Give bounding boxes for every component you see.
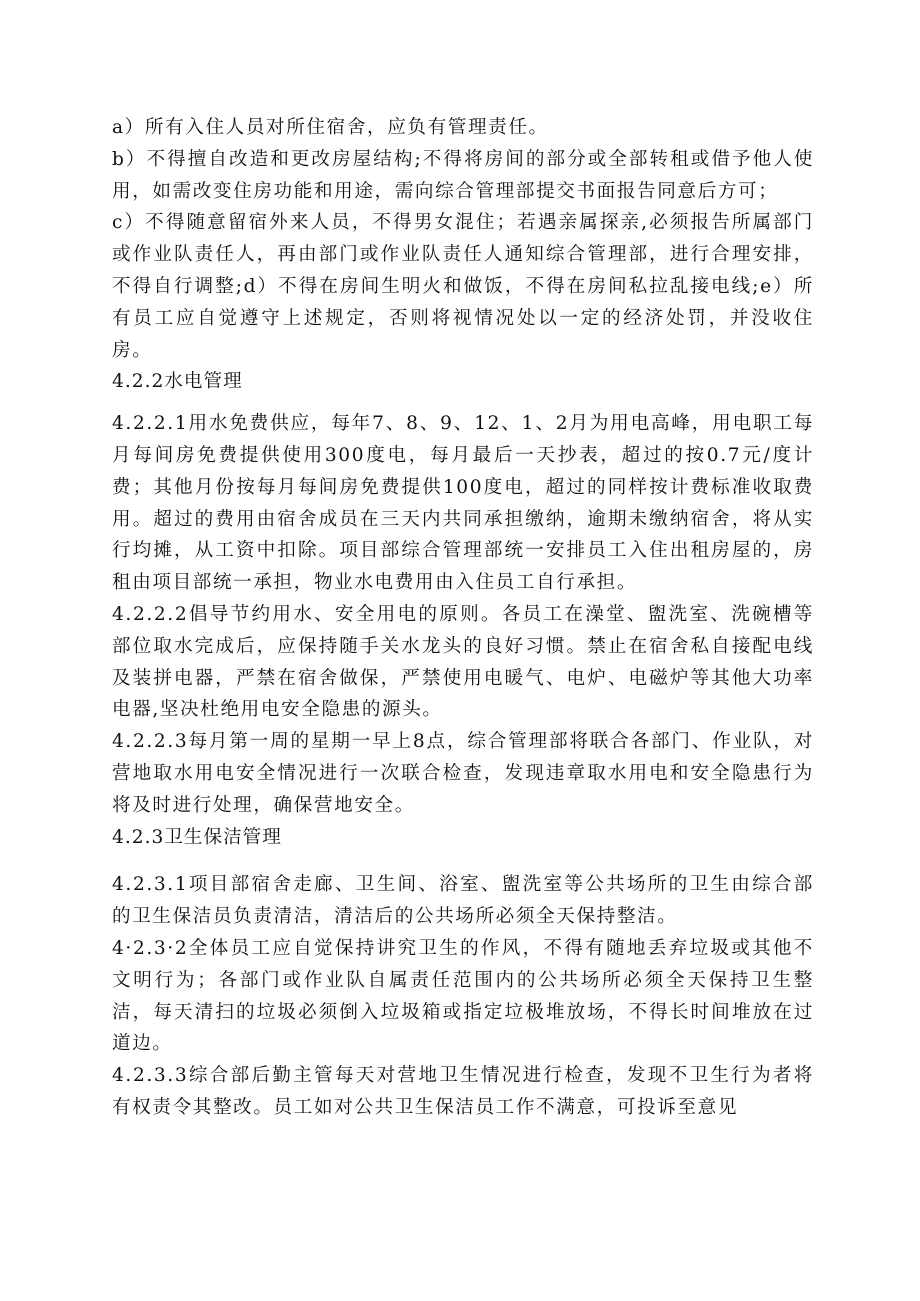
paragraph-a: a）所有入住人员对所住宿舍，应负有管理责任。 xyxy=(112,117,549,138)
paragraph-4-2-2-3: 4.2.2.3每月第一周的星期一早上8点，综合管理部将联合各部门、作业队，对营地取水用电安全情况进行一次联合检查，发现违章取水用电和安全隐患行为将及时进行处理，确保营地安全。 xyxy=(112,731,814,816)
paragraph-4-2-2-1: 4.2.2.1用水免费供应，每年7、8、9、12、1、2月为用电高峰，用电职工每月每间房免费提供使用300度电，每月最后一天抄表，超过的按0.7元/度计费；其他月份按每月每间房免费提供100度电，超过的同样按计费标准收取费用。超过的费用由宿舍成员在三天内共同承担缴纳，逾期未缴纳宿舍，将从实行均摊，从工资中扣除。项目部综合管理部统一安排员工入住出租房屋的，房租由项目部统一承担，物业水电费用由入住员工自行承担。 xyxy=(112,413,814,594)
paragraph-4-2-3-2: 4·2.3·2全体员工应自觉保持讲究卫生的作风，不得有随地丢弃垃圾或其他不文明行为；各部门或作业队自属责任范围内的公共场所必须全天保持卫生整洁，每天清扫的垃圾必须倒入垃圾箱或指定垃极堆放场，不得长时间堆放在过道边。 xyxy=(112,937,814,1055)
document-page xyxy=(112,112,814,1124)
paragraph-b: b）不得擅自改造和更改房屋结构;不得将房间的部分或全部转租或借予他人使用，如需改变住房功能和用途，需向综合管理部提交书面报告同意后方可； xyxy=(112,148,814,202)
paragraph-4-2-2-2: 4.2.2.2倡导节约用水、安全用电的原则。各员工在澡堂、盥洗室、洗碗槽等部位取水完成后，应保持随手关水龙头的良好习惯。禁止在宿舍私自接配电线及装拼电器，严禁在宿舍做保，严禁使用电暖气、电炉、电磁炉等其他大功率电器,坚决杜绝用电安全隐患的源头。 xyxy=(112,603,814,721)
section-heading-4-2-3: 4.2.3卫生保洁管理 xyxy=(112,826,282,848)
section-heading-4-2-2: 4.2.2水电管理 xyxy=(112,371,243,393)
paragraph-c-d-e: c）不得随意留宿外来人员，不得男女混住；若遇亲属探亲,必须报告所属部门或作业队责任人，再由部门或作业队责任人通知综合管理部，进行合理安排，不得自行调整;d）不得在房间生明火和做饭，不得在房间私拉乱接电线;e）所有员工应自觉遵守上述规定，否则将视情况处以一定的经济处罚，并没收住房。 xyxy=(112,212,814,361)
paragraph-4-2-3-1: 4.2.3.1项目部宿舍走廊、卫生间、浴室、盥洗室等公共场所的卫生由综合部的卫生保洁员负责清洁，清洁后的公共场所必须全天保持整洁。 xyxy=(112,874,814,928)
paragraph-4-2-3-3: 4.2.3.3综合部后勤主管每天对营地卫生情况进行检查，发现不卫生行为者将有权责令其整改。员工如对公共卫生保洁员工作不满意，可投诉至意见 xyxy=(112,1065,814,1118)
